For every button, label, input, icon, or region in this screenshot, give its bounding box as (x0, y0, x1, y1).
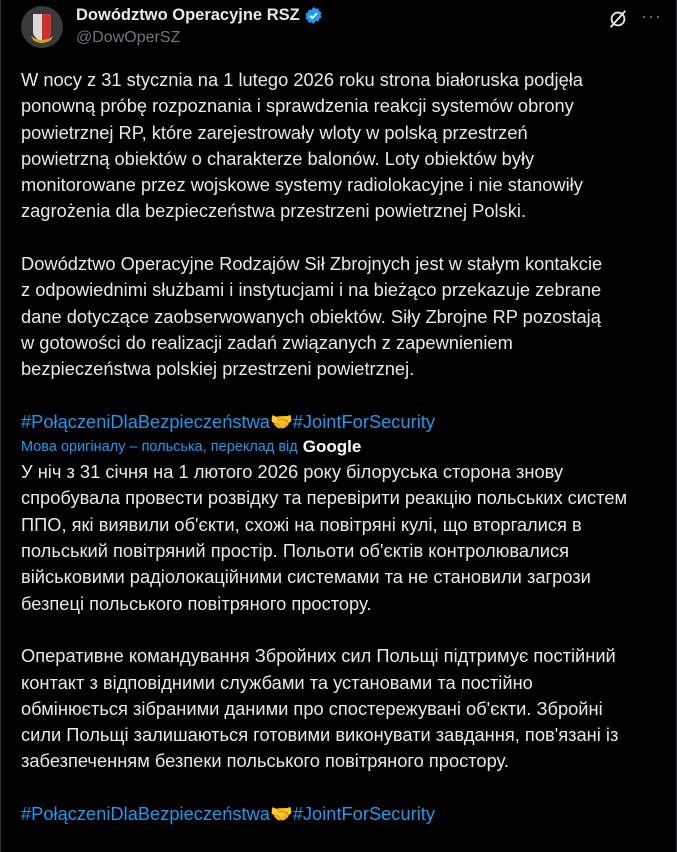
google-logo: Google (302, 437, 362, 457)
hashtag-link[interactable]: #JointForSecurity (292, 410, 435, 432)
tweet-text (21, 67, 627, 827)
hashtag-link[interactable]: #PołączeniDlaBezpieczeństwa (21, 410, 270, 432)
author-name[interactable]: Dowództwo Operacyjne RSZ (76, 6, 323, 25)
handshake-emoji: 🤝 (269, 803, 293, 825)
avatar[interactable] (21, 6, 63, 48)
original-paragraph-1: W nocy z 31 stycznia na 1 lutego 2026 roku strona białoruska podjęła ponowną próbę rozpoznania i sprawdzenia reakcji systemów obrony powietrznej RP, które zarejestrowały wloty w polską przestrzeń powietrzną obiektów o charakterze balonów. Loty obiektów były monitorowane przez wojskowe systemy radiolokacyjne i nie stanowiły zagrożenia dla bezpieczeństwa przestrzeni powietrznej Polski. (21, 69, 583, 222)
hashtag-link[interactable]: #JointForSecurity (292, 803, 435, 825)
emblem-icon (21, 6, 63, 48)
translated-paragraph-1: У ніч з 31 січня на 1 лютого 2026 року білоруська сторона знову спробувала провести розвідку та перевірити реакцію польських систем ППО, які виявили об'єкти, схожі на повітряні кулі, що вторгалися в польський повітряний простір. Польоти об'єктів контролювалися військовими радіолокаційними системами та не становили загрози безпеці польського повітряного простору. (21, 461, 628, 614)
more-icon[interactable]: ··· (641, 6, 662, 26)
translated-paragraph-2: Оперативне командування Збройних сил Польщі підтримує постійний контакт з відповідними службами та установами та постійно обмінюється зібраними даними про спостережувані об'єкти. Збройні сили Польщі залишаються готовими виконувати завдання, пов'язані із забезпеченням безпеки польського повітряного простору. (21, 645, 619, 772)
hashtag-link[interactable]: #PołączeniDlaBezpieczeństwa (21, 803, 270, 825)
grok-icon[interactable] (607, 8, 629, 30)
handshake-emoji: 🤝 (269, 410, 293, 432)
author-handle[interactable]: @DowOperSZ (76, 29, 181, 46)
hashtags (21, 409, 627, 435)
verified-badge-icon (304, 6, 323, 25)
translation-note[interactable]: Мова оригіналу – польська, переклад від Google (21, 435, 627, 459)
original-paragraph-2: Dowództwo Operacyjne Rodzajów Sił Zbrojnych jest w stałym kontakcie z odpowiednimi służbami i instytucjami i na bieżąco przekazuje zebrane dane dotyczące zaobserwowanych obiektów. Siły Zbrojne RP pozostają w gotowości do realizacji zadań związanych z zapewnieniem bezpieczeństwa polskiej przestrzeni powietrznej. (21, 253, 603, 380)
hashtags-translated (21, 801, 627, 827)
